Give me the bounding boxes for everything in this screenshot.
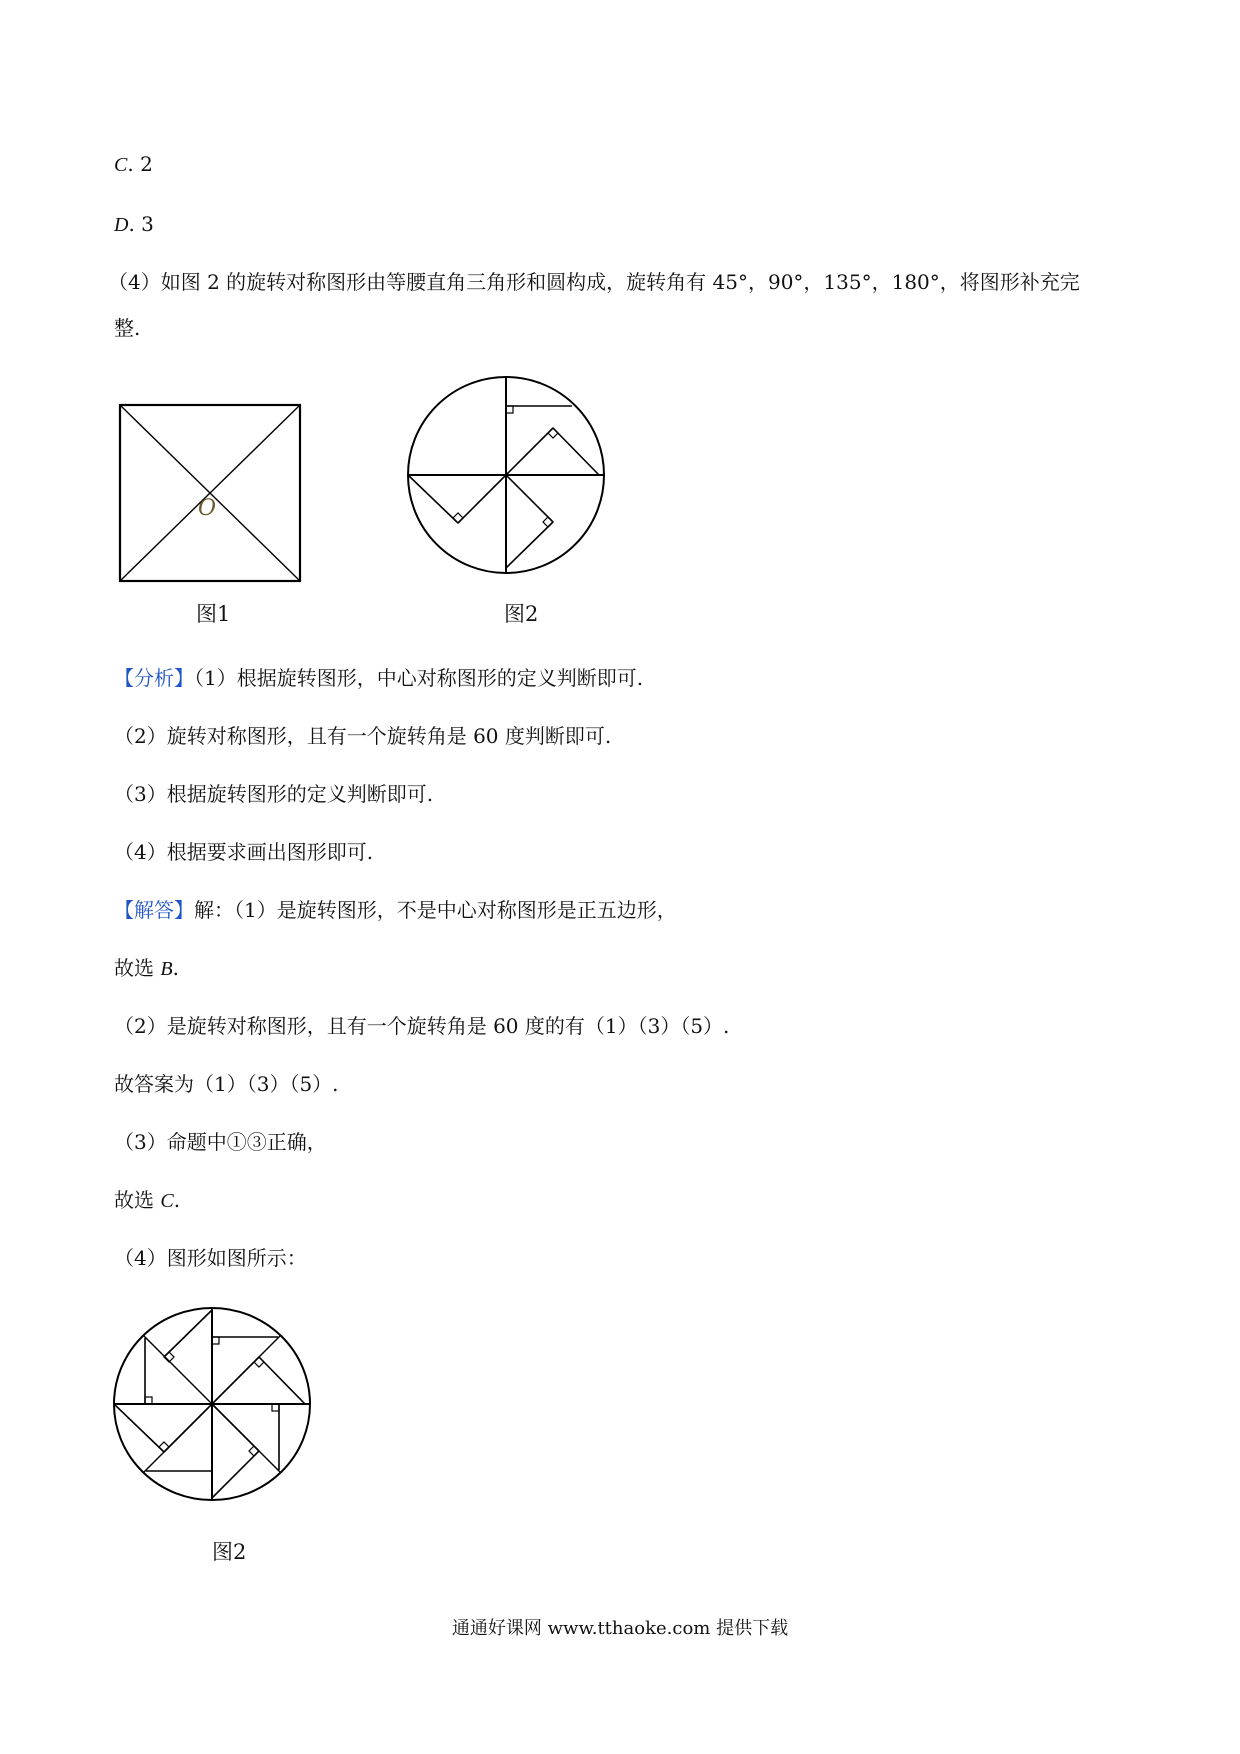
option-c	[114, 150, 153, 179]
analysis-p4: （4）根据要求画出图形即可.	[114, 840, 374, 864]
answer-p6-suffix: .	[173, 1188, 181, 1212]
analysis-p2: （2）旋转对称图形，且有一个旋转角是 60 度判断即可.	[114, 724, 612, 748]
analysis-p3: （3）根据旋转图形的定义判断即可.	[114, 782, 434, 806]
answer-p1-text: 解：（1）是旋转图形，不是中心对称图形是正五边形，	[194, 898, 677, 922]
answer-p2-prefix: 故选	[114, 956, 154, 980]
answer-p6-letter: C	[160, 1190, 174, 1212]
answer-p6-prefix: 故选	[114, 1188, 154, 1212]
answer-p3: （2）是旋转对称图形，且有一个旋转角是 60 度的有（1）（3）（5）.	[114, 1014, 730, 1038]
answer-p6	[114, 1186, 180, 1215]
option-c-value: 2	[140, 152, 153, 176]
figure-1-point-label: O	[198, 496, 217, 521]
answer-tag: 【解答】	[114, 898, 194, 922]
question-4-line1: （4）如图 2 的旋转对称图形由等腰直角三角形和圆构成，旋转角有 45°，90°，135°，180°，将图形补充完	[108, 270, 1080, 294]
option-d-sep: .	[128, 212, 135, 236]
figure-3-caption: 图2	[212, 1540, 247, 1564]
figure-2-caption: 图2	[504, 602, 539, 626]
figure-3-completed	[112, 1304, 312, 1504]
analysis-p1-text: （1）根据旋转图形，中心对称图形的定义判断即可.	[194, 666, 644, 690]
analysis-tag: 【分析】	[114, 666, 194, 690]
footer-text: 通通好课网 www.tthaoke.com 提供下载	[451, 1618, 789, 1639]
figure-1-square	[118, 403, 302, 583]
option-c-sep: .	[127, 152, 134, 176]
option-d-letter: D	[114, 214, 129, 236]
option-d	[114, 210, 154, 239]
option-d-value: 3	[141, 212, 154, 236]
option-c-letter: C	[114, 154, 128, 176]
answer-p2-letter: B	[160, 958, 173, 980]
question-4-line2: 整.	[114, 316, 141, 340]
analysis-p1	[114, 664, 643, 692]
answer-p2	[114, 954, 179, 983]
answer-p2-suffix: .	[172, 956, 179, 980]
answer-p1	[114, 896, 677, 924]
answer-p5: （3）命题中①③正确，	[114, 1130, 327, 1154]
figure-2-circle	[406, 375, 606, 575]
answer-p4: 故答案为（1）（3）（5）.	[114, 1072, 339, 1096]
figure-1-caption: 图1	[196, 602, 231, 626]
answer-p7: （4）图形如图所示：	[114, 1246, 307, 1270]
